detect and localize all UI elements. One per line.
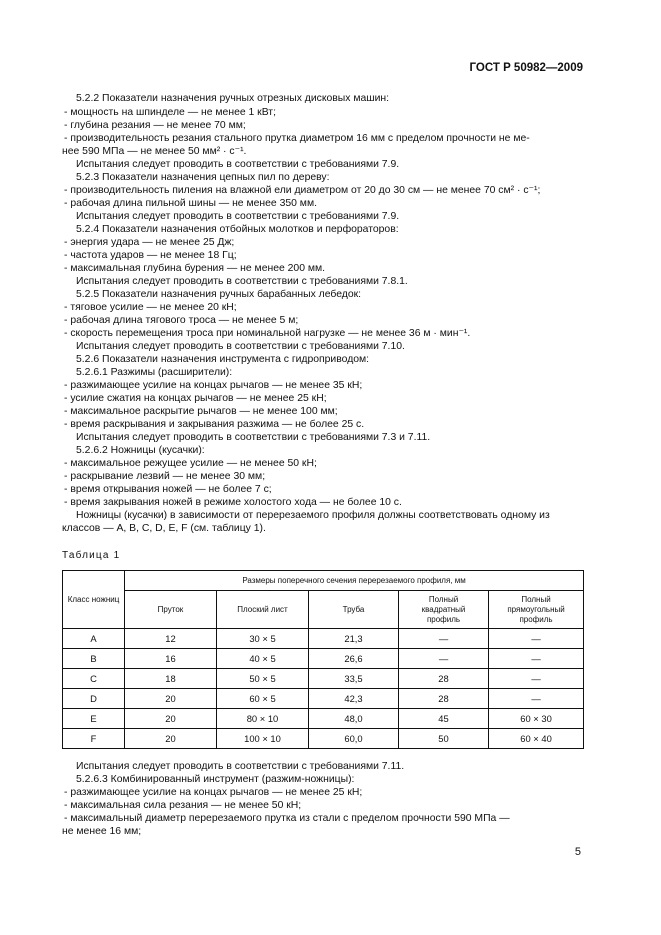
text-line: классов — А, В, С, D, Е, F (см. таблицу 1). xyxy=(62,523,266,534)
text-line: Испытания следует проводить в соответствии с требованиями 7.9. xyxy=(76,159,400,170)
text-line: Испытания следует проводить в соответствии с требованиями 7.10. xyxy=(76,341,405,352)
table-cell: 100 × 10 xyxy=(217,729,309,749)
table-row xyxy=(63,649,584,669)
table-row xyxy=(63,629,584,649)
shears-class-table xyxy=(62,570,584,749)
text-line: - рабочая длина пильной шины — не менее 350 мм. xyxy=(64,198,317,209)
class-header: Класс ножниц xyxy=(63,571,125,629)
table-row xyxy=(63,669,584,689)
text-line: - раскрывание лезвий — не менее 30 мм; xyxy=(64,471,266,482)
text-line: - производительность резания стального прутка диаметром 16 мм с пределом прочности не ме- xyxy=(64,133,530,144)
text-line: - частота ударов — не менее 18 Гц; xyxy=(64,250,237,261)
text-line: - максимальная глубина бурения — не менее 200 мм. xyxy=(64,263,326,274)
text-line: 5.2.6.3 Комбинированный инструмент (разжим-ножницы): xyxy=(76,774,355,785)
text-line: - усилие сжатия на концах рычагов — не менее 25 кН; xyxy=(64,393,327,404)
table-cell: 20 xyxy=(125,689,217,709)
table-cell: 20 xyxy=(125,709,217,729)
table-row xyxy=(63,689,584,709)
table-cell: D xyxy=(63,689,125,709)
table-cell: 30 × 5 xyxy=(217,629,309,649)
document-header: ГОСТ Р 50982—2009 xyxy=(469,62,583,74)
text-line: - тяговое усилие — не менее 20 кН; xyxy=(64,302,237,313)
table-cell: 50 xyxy=(399,729,489,749)
table-header-row xyxy=(63,571,584,591)
table-cell: 80 × 10 xyxy=(217,709,309,729)
text-line: - производительность пиления на влажной ели диаметром от 20 до 30 см — не менее 70 см² · с⁻¹; xyxy=(64,185,541,196)
table-cell: E xyxy=(63,709,125,729)
text-line: нее 590 МПа — не менее 50 мм² · с⁻¹. xyxy=(62,146,247,157)
table-cell: — xyxy=(489,669,584,689)
table-cell: 18 xyxy=(125,669,217,689)
table-cell: 26,6 xyxy=(309,649,399,669)
table-cell: B xyxy=(63,649,125,669)
text-line: - время закрывания ножей в режиме холостого хода — не более 10 с. xyxy=(64,497,402,508)
column-header: Плоский лист xyxy=(217,591,309,629)
table-cell: 12 xyxy=(125,629,217,649)
text-line: - время раскрывания и закрывания разжима — не более 25 с. xyxy=(64,419,365,430)
table-cell: 20 xyxy=(125,729,217,749)
text-line: 5.2.4 Показатели назначения отбойных молотков и перфораторов: xyxy=(76,224,399,235)
text-line: - скорость перемещения троса при номинальной нагрузке — не менее 36 м · мин⁻¹. xyxy=(64,328,471,339)
text-line: 5.2.6 Показатели назначения инструмента с гидроприводом: xyxy=(76,354,370,365)
page-number: 5 xyxy=(574,846,581,858)
table-cell: 45 xyxy=(399,709,489,729)
text-line: Ножницы (кусачки) в зависимости от перерезаемого профиля должны соответствовать одному из xyxy=(76,510,550,521)
column-header: Полный квадратный профиль xyxy=(399,591,489,629)
table-caption: Таблица 1 xyxy=(62,550,121,561)
table-cell: 60 × 30 xyxy=(489,709,584,729)
table-row xyxy=(63,709,584,729)
text-line: 5.2.6.1 Разжимы (расширители): xyxy=(76,367,233,378)
table-subheader-row xyxy=(63,591,584,629)
table-cell: F xyxy=(63,729,125,749)
text-line: - максимальное раскрытие рычагов — не менее 100 мм; xyxy=(64,406,338,417)
text-line: - разжимающее усилие на концах рычагов — не менее 35 кН; xyxy=(64,380,363,391)
text-line: - разжимающее усилие на концах рычагов — не менее 25 кН; xyxy=(64,787,363,798)
table-cell: — xyxy=(399,629,489,649)
text-line: - рабочая длина тягового троса — не менее 5 м; xyxy=(64,315,299,326)
column-header: Полный прямоугольный профиль xyxy=(489,591,584,629)
table-cell: — xyxy=(489,649,584,669)
table-cell: 21,3 xyxy=(309,629,399,649)
text-line: 5.2.2 Показатели назначения ручных отрезных дисковых машин: xyxy=(76,93,390,104)
text-line: не менее 16 мм; xyxy=(62,826,142,837)
text-line: Испытания следует проводить в соответствии с требованиями 7.9. xyxy=(76,211,400,222)
table-cell: 60,0 xyxy=(309,729,399,749)
group-header: Размеры поперечного сечения перерезаемого профиля, мм xyxy=(125,571,584,591)
text-line: Испытания следует проводить в соответствии с требованиями 7.11. xyxy=(76,761,405,772)
table-cell: — xyxy=(399,649,489,669)
table-cell: — xyxy=(489,689,584,709)
table-cell: 48,0 xyxy=(309,709,399,729)
text-line: - время открывания ножей — не более 7 с; xyxy=(64,484,272,495)
text-line: - мощность на шпинделе — не менее 1 кВт; xyxy=(64,107,276,118)
table-cell: 16 xyxy=(125,649,217,669)
table-row xyxy=(63,729,584,749)
text-line: Испытания следует проводить в соответствии с требованиями 7.8.1. xyxy=(76,276,408,287)
table-cell: 33,5 xyxy=(309,669,399,689)
table-cell: 28 xyxy=(399,669,489,689)
text-line: - максимальное режущее усилие — не менее 50 кН; xyxy=(64,458,317,469)
text-line: 5.2.5 Показатели назначения ручных барабанных лебедок: xyxy=(76,289,362,300)
table-cell: 40 × 5 xyxy=(217,649,309,669)
text-line: Испытания следует проводить в соответствии с требованиями 7.3 и 7.11. xyxy=(76,432,431,443)
table-cell: C xyxy=(63,669,125,689)
text-line: - максимальный диаметр перерезаемого прутка из стали с пределом прочности 590 МПа — xyxy=(64,813,510,824)
table-cell: 42,3 xyxy=(309,689,399,709)
text-line: - энергия удара — не менее 25 Дж; xyxy=(64,237,235,248)
column-header: Труба xyxy=(309,591,399,629)
table-cell: 50 × 5 xyxy=(217,669,309,689)
table-cell: 60 × 40 xyxy=(489,729,584,749)
text-line: - максимальная сила резания — не менее 50 кН; xyxy=(64,800,302,811)
text-line: - глубина резания — не менее 70 мм; xyxy=(64,120,246,131)
table-cell: 60 × 5 xyxy=(217,689,309,709)
text-line: 5.2.3 Показатели назначения цепных пил по дереву: xyxy=(76,172,330,183)
table-cell: — xyxy=(489,629,584,649)
table-cell: A xyxy=(63,629,125,649)
table-cell: 28 xyxy=(399,689,489,709)
text-line: 5.2.6.2 Ножницы (кусачки): xyxy=(76,445,205,456)
column-header: Пруток xyxy=(125,591,217,629)
